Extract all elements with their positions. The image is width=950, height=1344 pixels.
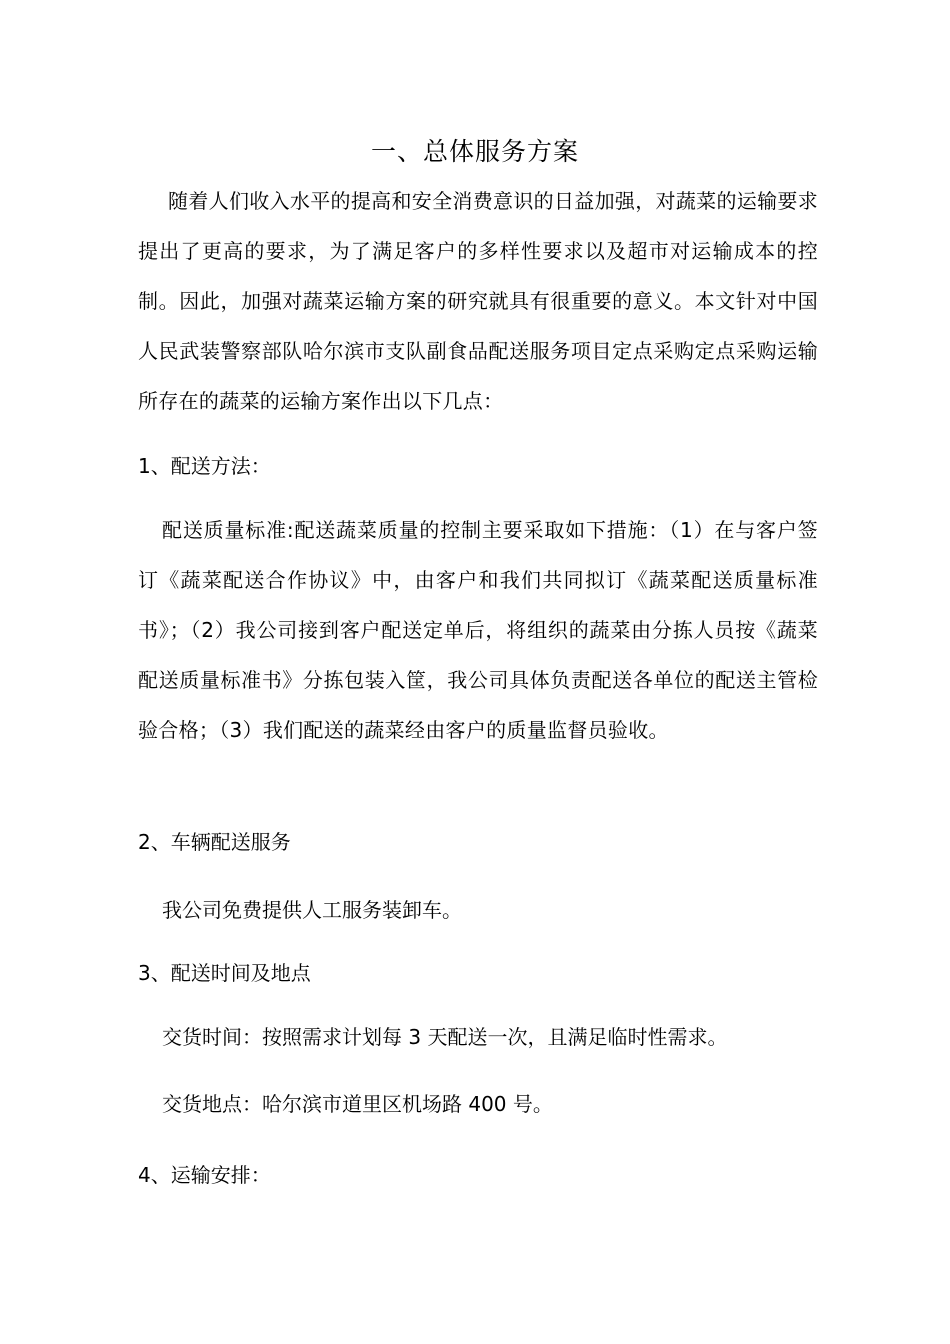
section-heading-time-place: 3、配送时间及地点 — [138, 961, 311, 985]
intro-paragraph: 随着人们收入水平的提高和安全消费意识的日益加强，对蔬菜的运输要求提出了更高的要求，为了满足客户的多样性要求以及超市对运输成本的控制。因此，加强对蔬菜运输方案的研究就具有很重要的意义。本文针对中国人民武装警察部队哈尔滨市支队副食品配送服务项目定点采购定点采购运输所存在的蔬菜的运输方案作出以下几点： — [138, 189, 818, 413]
document-title: 一、总体服务方案 — [370, 137, 579, 166]
delivery-time-text: 交货时间：按照需求计划每 3 天配送一次，且满足临时性需求。 — [162, 1025, 728, 1049]
vehicle-service-text: 我公司免费提供人工服务装卸车。 — [162, 898, 462, 922]
delivery-place-text: 交货地点：哈尔滨市道里区机场路 400 号。 — [162, 1092, 553, 1116]
section-heading-delivery-method: 1、配送方法： — [138, 454, 271, 478]
section-heading-transport-arrangement: 4、运输安排： — [138, 1163, 271, 1187]
section-heading-vehicle-service: 2、车辆配送服务 — [138, 830, 291, 854]
delivery-quality-paragraph: 配送质量标准:配送蔬菜质量的控制主要采取如下措施：（1）在与客户签订《蔬菜配送合作协议》中，由客户和我们共同拟订《蔬菜配送质量标准书》；（2）我公司接到客户配送定单后，将组织的蔬菜由分拣人员按《蔬菜配送质量标准书》分拣包装入筐，我公司具体负责配送各单位的配送主管检验合格；（3）我们配送的蔬菜经由客户的质量监督员验收。 — [138, 518, 818, 742]
